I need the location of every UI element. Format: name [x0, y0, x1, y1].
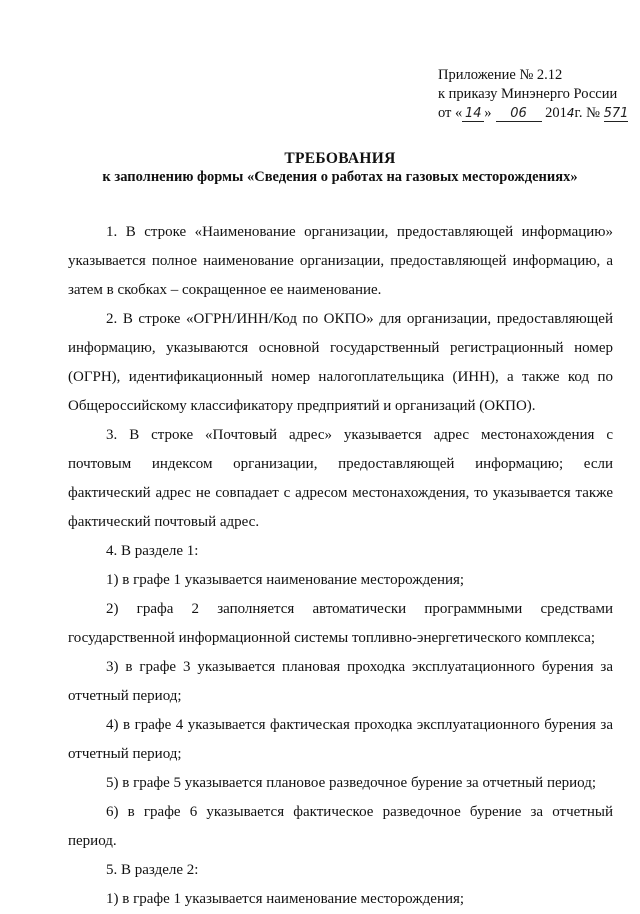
annex-year-prefix: 201 — [545, 105, 567, 121]
annex-order-ref: к приказу Минэнерго России — [438, 86, 618, 102]
paragraph-5: 5. В разделе 2: — [106, 862, 199, 878]
paragraph-3: 3. В строке «Почтовый адрес» указывается адрес местонахождения с почтовым индексом организации, предоставляющей информацию; если фактический адрес не совпадает с адресом местонахождения, то указывается также фактический почтовый адрес. — [68, 427, 613, 530]
handwritten-month: 06 — [496, 107, 542, 122]
annex-title: Приложение № 2.12 — [438, 67, 563, 83]
document-body — [68, 218, 613, 914]
handwritten-year-digit: 4 — [566, 106, 575, 120]
handwritten-day: 14 — [462, 107, 484, 122]
paragraph-5-1: 1) в графе 1 указывается наименование месторождения; — [106, 891, 465, 907]
document-subheading: к заполнению формы «Сведения о работах на газовых месторождениях» — [102, 169, 578, 185]
annex-block — [438, 66, 628, 123]
paragraph-4-1: 1) в графе 1 указывается наименование месторождения; — [106, 572, 465, 588]
annex-from: от « — [438, 105, 463, 121]
paragraph-2: 2. В строке «ОГРН/ИНН/Код по ОКПО» для организации, предоставляющей информацию, указываются основной государственный регистрационный номер (ОГРН), идентификационный номер налогоплательщика (ИНН), а также код по Общероссийскому классификатору предприятий и организаций (ОКПО). — [68, 311, 613, 414]
handwritten-order-number: 571 — [603, 106, 629, 121]
paragraph-4-6: 6) в графе 6 указывается фактическое разведочное бурение за отчетный период. — [68, 804, 613, 849]
annex-quote-close: » — [484, 105, 492, 121]
annex-date-line — [438, 104, 628, 123]
document-heading: ТРЕБОВАНИЯ — [284, 150, 396, 167]
paragraph-1: 1. В строке «Наименование организации, предоставляющей информацию» указывается полное наименование организации, предоставляющей информацию, а затем в скобках – сокращенное ее наименование. — [68, 224, 613, 298]
paragraph-4: 4. В разделе 1: — [106, 543, 199, 559]
paragraph-4-5: 5) в графе 5 указывается плановое разведочное бурение за отчетный период; — [106, 775, 597, 791]
paragraph-4-4: 4) в графе 4 указывается фактическая проходка эксплуатационного бурения за отчетный период; — [68, 717, 613, 762]
paragraph-4-2: 2) графа 2 заполняется автоматически программными средствами государственной информационной системы топливно-энергетического комплекса; — [68, 601, 613, 646]
annex-year-g: г. № — [574, 105, 600, 121]
paragraph-4-3: 3) в графе 3 указывается плановая проходка эксплуатационного бурения за отчетный период; — [68, 659, 613, 704]
